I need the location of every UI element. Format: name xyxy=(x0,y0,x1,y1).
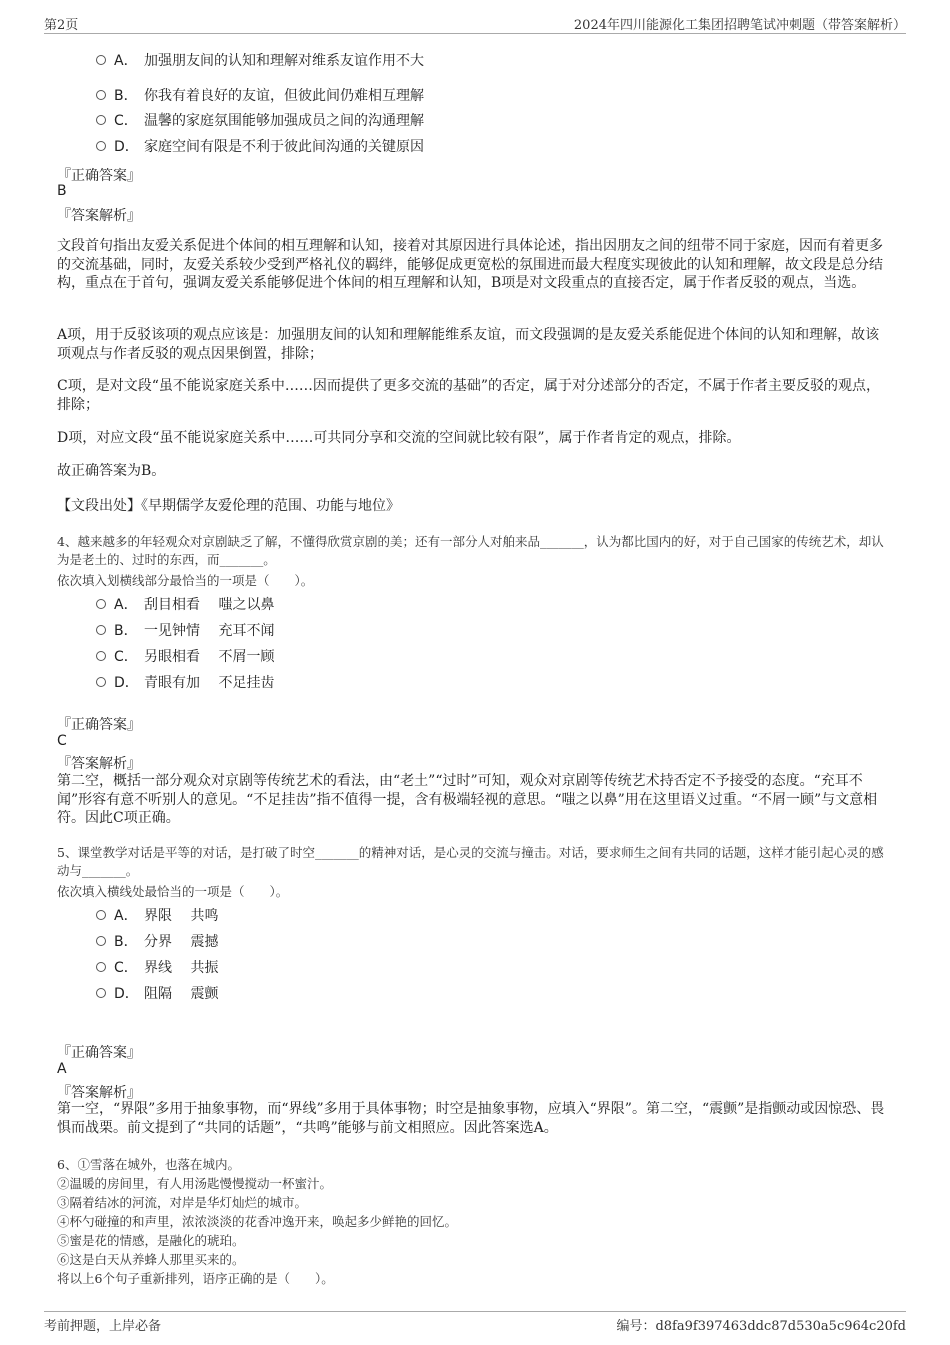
q5-prompt: 依次填入横线处最恰当的一项是（ ）。 xyxy=(57,884,289,899)
radio-icon[interactable] xyxy=(96,910,106,920)
q5-option-a[interactable]: A． 界限 共鸣 xyxy=(96,905,218,925)
radio-icon[interactable] xyxy=(96,115,106,125)
q6-line: 6、①雪落在城外，也落在城内。 xyxy=(57,1157,240,1172)
q5-analysis: 第一空，“界限”多用于抽象事物，而“界线”多用于具体事物；时空是抽象事物，应填入“界限”。第二空，“震颤”是指颤动或因惊恐、畏惧而战栗。前文提到了“共同的话题”，“共鸣”能够与前文相照应。因此答案选A。 xyxy=(57,1101,885,1136)
footer-rule xyxy=(44,1311,906,1312)
q5-answer: A xyxy=(57,1061,67,1077)
radio-icon[interactable] xyxy=(96,651,106,661)
q4-option-a[interactable]: A． 刮目相看 嗤之以鼻 xyxy=(96,594,274,614)
q4-prompt: 依次填入划横线部分最恰当的一项是（ ）。 xyxy=(57,573,314,588)
radio-icon[interactable] xyxy=(96,90,106,100)
radio-icon[interactable] xyxy=(96,599,106,609)
q5-analysis-label: 『答案解析』 xyxy=(57,1085,141,1101)
q4-answer-label: 『正确答案』 xyxy=(57,717,141,733)
q3-option-d[interactable]: D． 家庭空间有限是不利于彼此间沟通的关键原因 xyxy=(96,136,424,156)
q3-answer-label: 『正确答案』 xyxy=(57,168,141,184)
q4-option-c[interactable]: C． 另眼相看 不屑一顾 xyxy=(96,646,274,666)
q6-line: ⑥这是白天从养蜂人那里买来的。 xyxy=(57,1252,245,1267)
q3-option-c[interactable]: C． 温馨的家庭氛围能够加强成员之间的沟通理解 xyxy=(96,110,424,130)
q6-prompt: 将以上6个句子重新排列，语序正确的是（ ）。 xyxy=(57,1271,334,1286)
radio-icon[interactable] xyxy=(96,141,106,151)
q6-line: ⑤蜜是花的情感，是融化的琥珀。 xyxy=(57,1233,245,1248)
q6-line: ③隔着结冰的河流，对岸是华灯灿烂的城市。 xyxy=(57,1195,308,1210)
q3-analysis-paragraph: C项，是对文段“虽不能说家庭关系中……因而提供了更多交流的基础”的否定，属于对分述部分的否定，不属于作者主要反驳的观点，排除； xyxy=(57,378,881,413)
q4-stem: 4、越来越多的年轻观众对京剧缺乏了解，不懂得欣赏京剧的美；还有一部分人对舶来品_______，认为都比国内的好，对于自己国家的传统艺术，却认为是老土的、过时的东西，而_______。 xyxy=(57,534,884,567)
q4-option-d[interactable]: D． 青眼有加 不足挂齿 xyxy=(96,672,274,692)
radio-icon[interactable] xyxy=(96,677,106,687)
document-title: 2024年四川能源化工集团招聘笔试冲刺题（带答案解析） xyxy=(573,18,906,33)
radio-icon[interactable] xyxy=(96,936,106,946)
q6-line: ②温暖的房间里，有人用汤匙慢慢搅动一杯蜜汁。 xyxy=(57,1176,333,1191)
footer-slogan: 考前押题，上岸必备 xyxy=(44,1319,162,1334)
q4-analysis-label: 『答案解析』 xyxy=(57,756,141,772)
q6-line: ④杯勺碰撞的和声里，浓浓淡淡的花香冲逸开来，唤起多少鲜艳的回忆。 xyxy=(57,1214,458,1229)
q5-option-d[interactable]: D． 阻隔 震颤 xyxy=(96,983,218,1003)
q4-option-b[interactable]: B． 一见钟情 充耳不闻 xyxy=(96,620,274,640)
radio-icon[interactable] xyxy=(96,55,106,65)
q3-analysis-label: 『答案解析』 xyxy=(57,208,141,224)
q3-source: 【文段出处】《早期儒学友爱伦理的范围、功能与地位》 xyxy=(57,498,400,514)
header-rule xyxy=(44,33,906,34)
q5-answer-label: 『正确答案』 xyxy=(57,1045,141,1061)
radio-icon[interactable] xyxy=(96,988,106,998)
q4-analysis: 第二空，概括一部分观众对京剧等传统艺术的看法，由“老土”“过时”可知，观众对京剧等传统艺术持否定不予接受的态度。“充耳不闻”形容有意不听别人的意见。“不足挂齿”指不值得一提，含有极端轻视的意思。“嗤之以鼻”用在这里语义过重。“不屑一顾”与文意相符。因此C项正确。 xyxy=(57,773,878,826)
q4-answer: C xyxy=(57,733,67,749)
q5-option-b[interactable]: B． 分界 震撼 xyxy=(96,931,218,951)
q5-stem: 5、课堂教学对话是平等的对话，是打破了时空_______的精神对话，是心灵的交流与撞击。对话，要求师生之间有共同的话题，这样才能引起心灵的感动与_______。 xyxy=(57,845,884,878)
q3-analysis-paragraph: 故正确答案为B。 xyxy=(57,463,166,479)
page-number: 第2页 xyxy=(44,18,79,33)
radio-icon[interactable] xyxy=(96,962,106,972)
footer-code: 编号：d8fa9f397463ddc87d530a5c964c20fd xyxy=(616,1319,906,1334)
q3-option-b[interactable]: B． 你我有着良好的友谊，但彼此间仍难相互理解 xyxy=(96,85,424,105)
q3-analysis-paragraph: A项，用于反驳该项的观点应该是：加强朋友间的认知和理解能维系友谊，而文段强调的是友爱关系能促进个体间的认知和理解，故该项观点与作者反驳的观点因果倒置，排除； xyxy=(57,327,880,362)
q3-analysis-paragraph: 文段首句指出友爱关系促进个体间的相互理解和认知，接着对其原因进行具体论述，指出因朋友之间的纽带不同于家庭，因而有着更多的交流基础，同时，友爱关系较少受到严格礼仪的羁绊，能够促成更宽松的氛围进而最大程度实现彼此的认知和理解，故文段是总分结构，重点在于首句，强调友爱关系能够促进个体间的相互理解和认知，B项是对文段重点的直接否定，属于作者反驳的观点，当选。 xyxy=(57,238,883,291)
q5-option-c[interactable]: C． 界线 共振 xyxy=(96,957,218,977)
radio-icon[interactable] xyxy=(96,625,106,635)
q3-option-a[interactable]: A． 加强朋友间的认知和理解对维系友谊作用不大 xyxy=(96,50,424,70)
q3-analysis-paragraph: D项，对应文段“虽不能说家庭关系中……可共同分享和交流的空间就比较有限”，属于作者肯定的观点，排除。 xyxy=(57,430,741,446)
q3-answer: B xyxy=(57,183,67,199)
